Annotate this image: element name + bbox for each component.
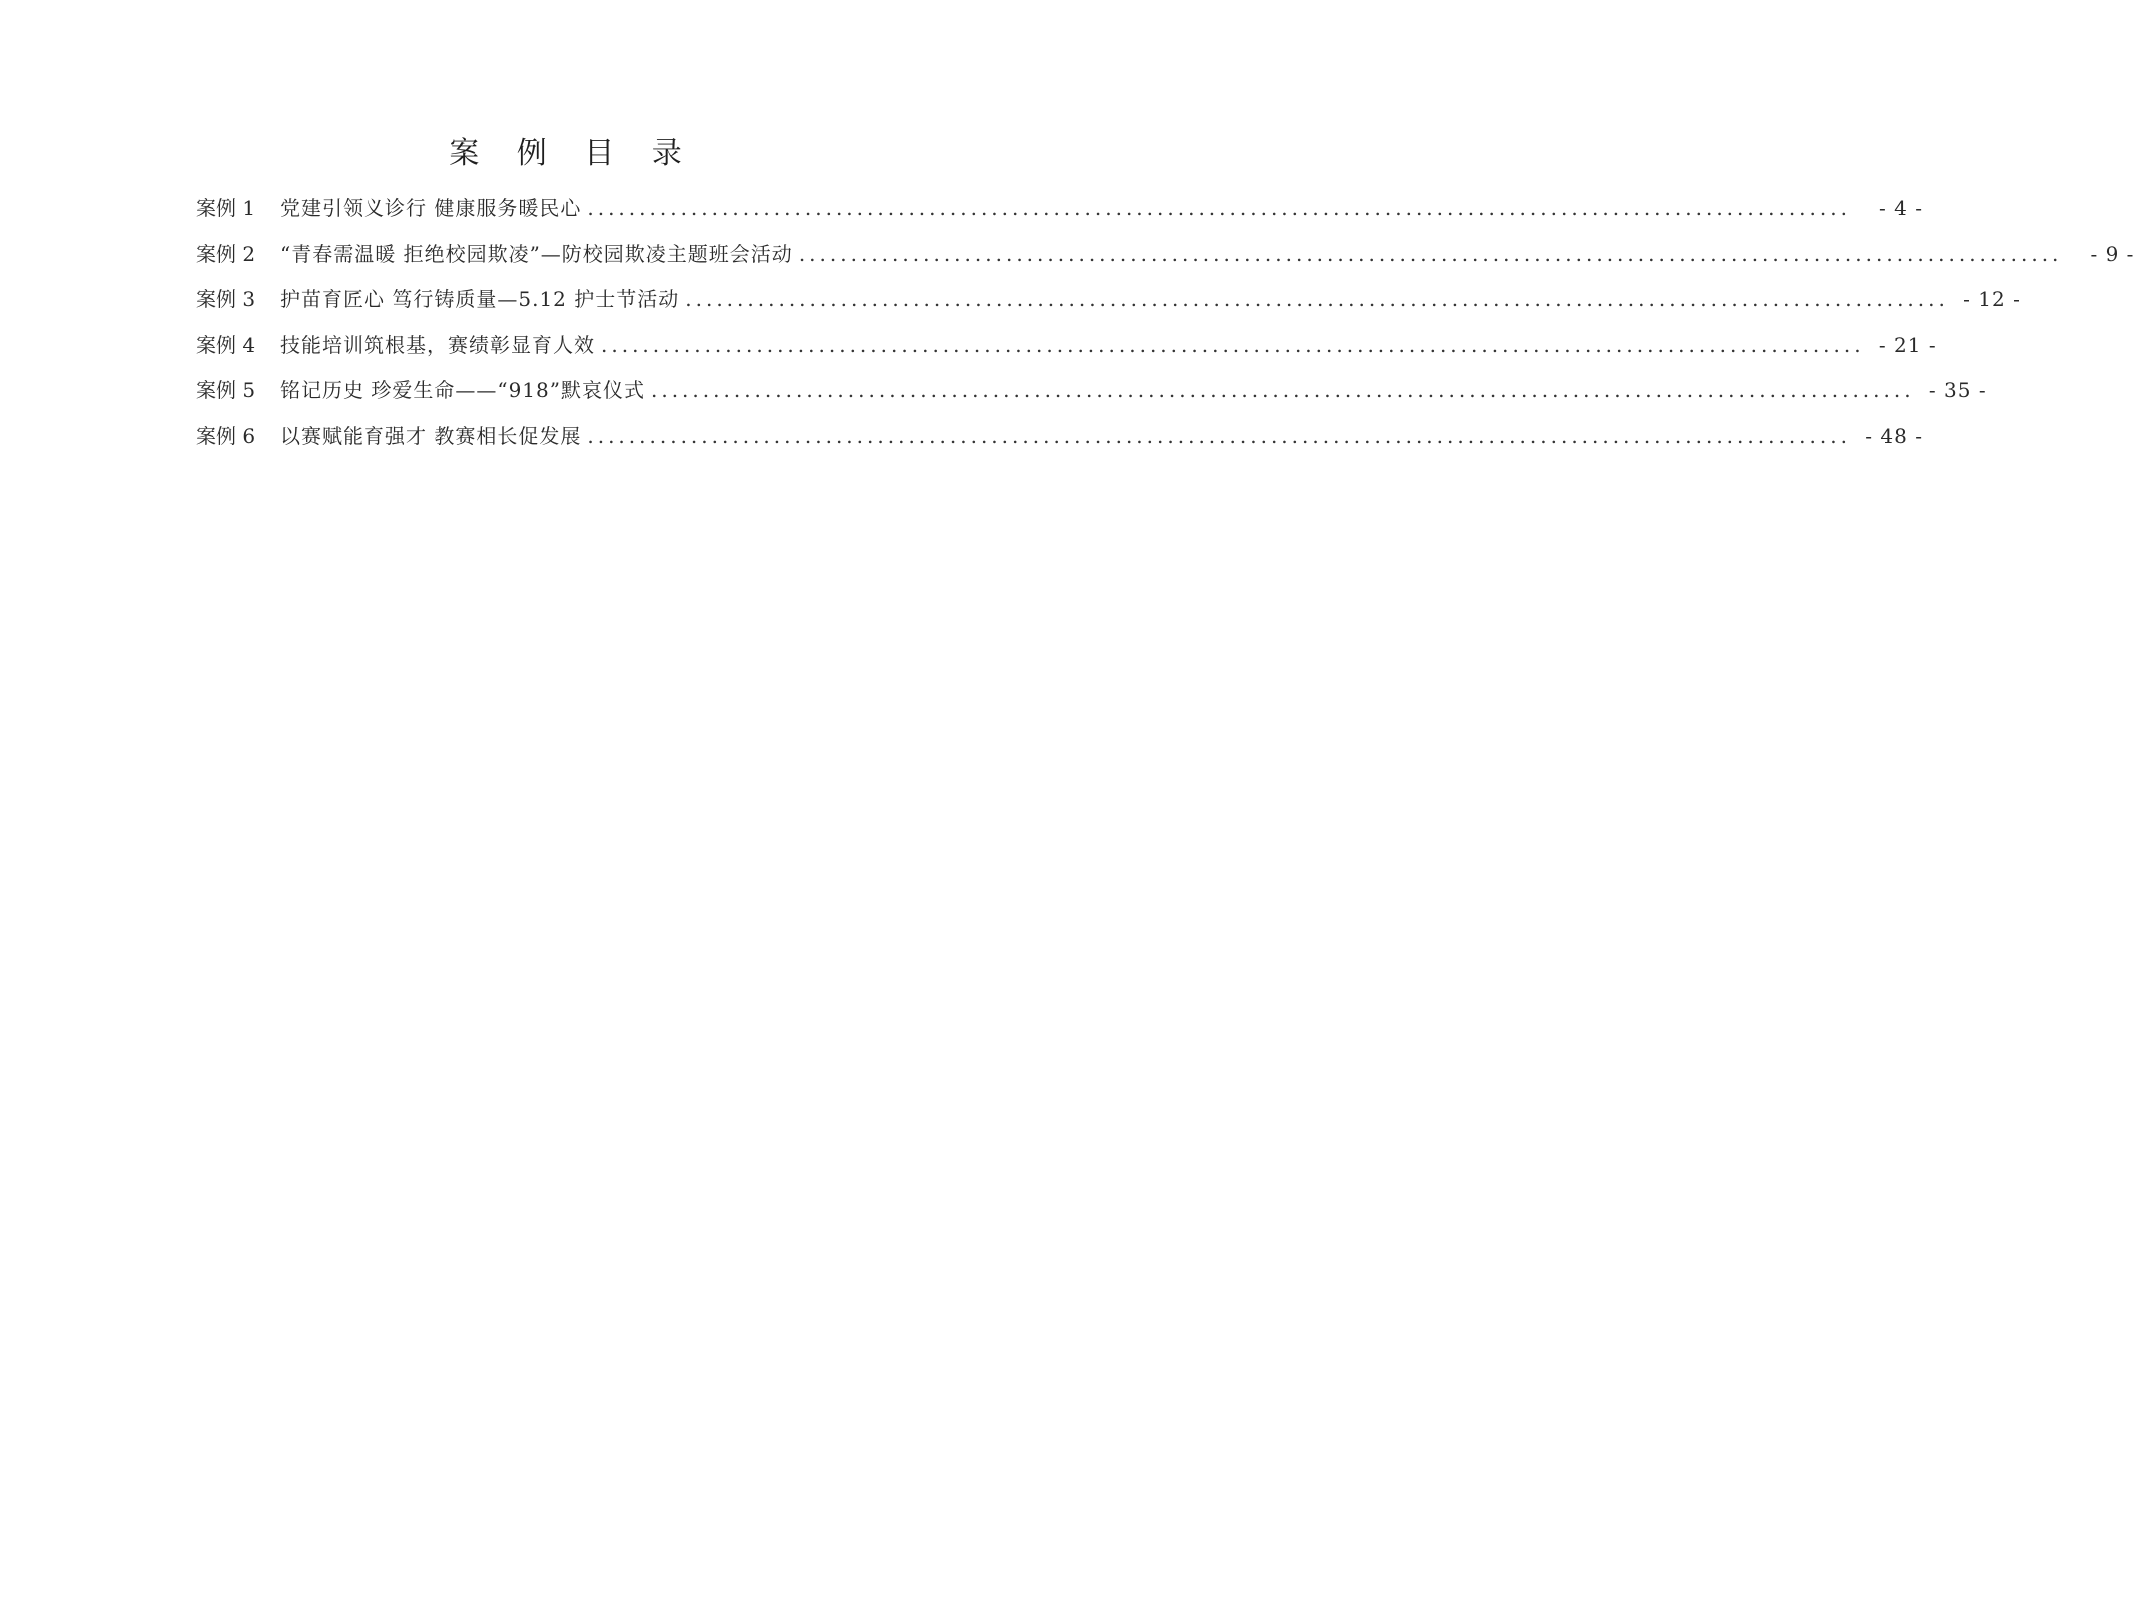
toc-entry-number: 案例 5 bbox=[196, 378, 256, 403]
toc-entry-title: 以赛赋能育强才 教赛相长促发展 bbox=[280, 423, 582, 448]
toc-dot-leader bbox=[595, 323, 1865, 369]
toc-entry[interactable] bbox=[196, 277, 2021, 323]
toc-entry-page: - 48 - bbox=[1865, 423, 1923, 448]
toc-entry-number: 案例 3 bbox=[196, 287, 256, 312]
toc-entry-title: 护苗育匠心 笃行铸质量—5.12 护士节活动 bbox=[280, 287, 680, 312]
toc-entry-page: - 21 - bbox=[1878, 332, 1937, 357]
toc-entry-number: 案例 1 bbox=[196, 196, 256, 220]
toc-dot-leader bbox=[581, 414, 1851, 460]
toc-dot-leader bbox=[793, 232, 2063, 278]
toc-entry-page: - 35 - bbox=[1928, 378, 1987, 403]
toc-dot-leader bbox=[679, 277, 1949, 323]
toc-dot-leader bbox=[645, 368, 1915, 414]
toc-entry-number: 案例 6 bbox=[196, 423, 256, 448]
toc-entry[interactable] bbox=[196, 414, 1923, 460]
toc-entry[interactable] bbox=[196, 232, 2134, 278]
toc-list bbox=[196, 186, 2134, 460]
toc-entry-page: - 12 - bbox=[1963, 287, 2021, 312]
toc-entry-title: 技能培训筑根基，赛绩彰显育人效 bbox=[280, 332, 595, 357]
toc-entry-number: 案例 4 bbox=[196, 332, 256, 357]
toc-dot-leader bbox=[581, 186, 1851, 232]
toc-entry[interactable] bbox=[196, 186, 1923, 232]
toc-entry-number: 案例 2 bbox=[196, 241, 256, 266]
toc-entry-page: - 4 - bbox=[1879, 196, 1923, 220]
toc-entry[interactable] bbox=[196, 368, 1987, 414]
toc-title: 案 例 目 录 bbox=[449, 136, 696, 171]
toc-entry-title: 党建引领义诊行 健康服务暖民心 bbox=[280, 196, 582, 220]
toc-entry-title: “青春需温暖 拒绝校园欺凌”—防校园欺凌主题班会活动 bbox=[280, 241, 793, 266]
toc-entry-title: 铭记历史 珍爱生命——“918”默哀仪式 bbox=[280, 378, 645, 403]
toc-entry[interactable] bbox=[196, 323, 1937, 369]
toc-entry-page: - 9 - bbox=[2090, 241, 2134, 266]
